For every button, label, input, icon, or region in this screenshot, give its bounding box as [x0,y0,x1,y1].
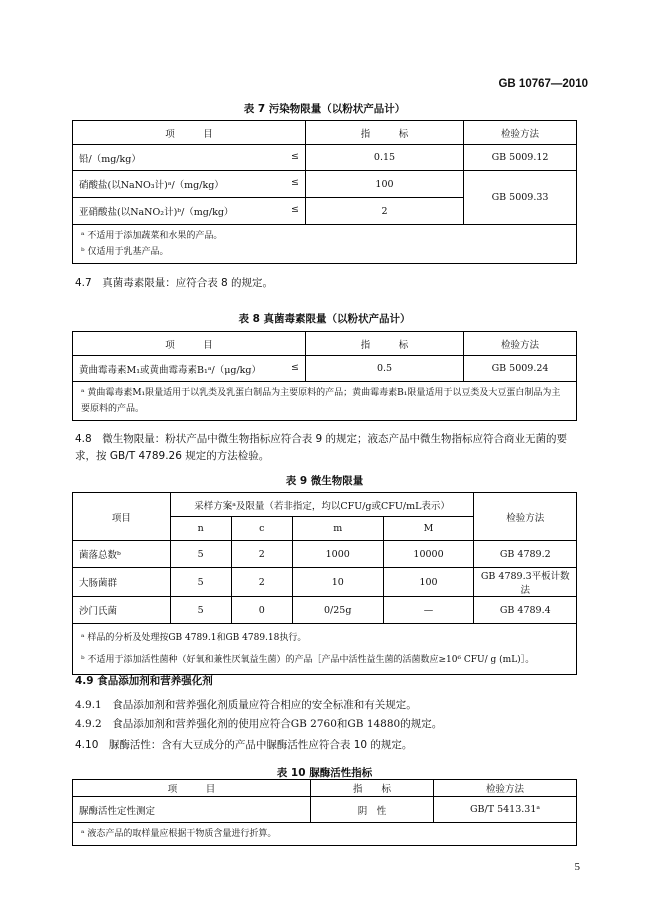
footnote: ᵃ 黄曲霉毒素M₁限量适用于以乳类及乳蛋白制品为主要原料的产品；黄曲霉毒素B₁限量适用于以豆类及大豆蛋白制品为主要原料的产品。 [81,388,561,414]
table8-notes [73,382,577,421]
table-cell-method: GB 5009.33 [464,171,577,225]
table-row [73,171,577,198]
le-sign: ≤ [291,177,299,188]
footnote: ᵃ 液态产品的取样量应根据干物质含量进行折算。 [81,829,277,839]
table-cell-m: 10 [292,568,383,597]
table-cell-method: GB 5009.24 [464,356,577,382]
table-cell-item: 沙门氏菌 [73,597,171,624]
table8-header-item: 项 目 [73,332,306,356]
standard-number: GB 10767—2010 [498,78,588,90]
table7-header-item: 项 目 [73,121,306,145]
page-number: 5 [574,861,580,873]
section-4-8: 4.8 微生物限量：粉状产品中微生物指标应符合表 9 的规定；液态产品中微生物指标应符合商业无菌的要求，按 GB/T 4789.26 规定的方法检验。 [75,433,568,462]
table-cell-c: 0 [231,597,292,624]
table9-header-m: m [292,517,383,541]
section-4-10: 4.10 脲酶活性：含有大豆成分的产品中脲酶活性应符合表 10 的规定。 [75,739,413,751]
table-cell-m: 1000 [292,541,383,568]
table9-notes [73,624,577,675]
table7-caption: 表 7 污染物限量（以粉状产品计） [243,103,406,115]
table9-header-n: n [170,517,231,541]
table10-notes [73,823,577,846]
table10 [72,779,577,846]
table-cell-n: 5 [170,597,231,624]
table9-header-M: M [383,517,474,541]
table9-header-item: 项目 [73,493,171,541]
table-cell-item: 脲酶活性定性测定 [73,797,311,823]
table-row [73,541,577,568]
table8-caption: 表 8 真菌毒素限量（以粉状产品计） [238,313,411,325]
le-sign: ≤ [291,361,299,373]
table-cell-m: 0/25g [292,597,383,624]
table-cell-M: 10000 [383,541,474,568]
table7-header-method: 检验方法 [464,121,577,145]
table-cell-item: 菌落总数ᵇ [73,541,171,568]
footnote: ᵃ 不适用于添加蔬菜和水果的产品。 [81,231,223,241]
section-4-9: 4.9 食品添加剂和营养强化剂 [75,675,213,687]
table-cell-M: — [383,597,474,624]
table7-notes [73,225,577,264]
le-sign: ≤ [291,204,299,215]
table-row [73,797,577,823]
table-cell-item: 黄曲霉毒素M₁或黄曲霉毒素B₁ᵃ/（μg/kg） [79,364,261,376]
table-row [73,145,577,171]
table-cell-method: GB 4789.3平板计数法 [474,568,577,597]
table10-header-method: 检验方法 [434,780,577,797]
footnote: ᵃ 样品的分析及处理按GB 4789.1和GB 4789.18执行。 [81,633,307,643]
table9-header-plan: 采样方案ᵃ及限量（若非指定，均以CFU/g或CFU/mL表示） [170,493,474,517]
table7 [72,120,577,264]
table10-caption: 表 10 脲酶活性指标 [276,767,373,779]
table-cell-method: GB 4789.2 [474,541,577,568]
table9 [72,492,577,675]
table-cell-item: 硝酸盐(以NaNO₃计)ᵃ/（mg/kg） [79,180,224,191]
table8 [72,331,577,421]
table-row [73,356,577,382]
table-cell-n: 5 [170,541,231,568]
table-row [73,568,577,597]
section-4-9-1: 4.9.1 食品添加剂和营养强化剂质量应符合相应的安全标准和有关规定。 [75,699,417,711]
table-cell-value: 0.15 [306,145,464,171]
table-row [73,597,577,624]
table-cell-c: 2 [231,568,292,597]
table7-header-value: 指 标 [306,121,464,145]
table-cell-method: GB 4789.4 [474,597,577,624]
table10-header-item: 项 目 [73,780,311,797]
table-cell-value: 阴 性 [311,797,434,823]
table9-caption: 表 9 微生物限量 [285,475,364,487]
table8-header-method: 检验方法 [464,332,577,356]
table-cell-n: 5 [170,568,231,597]
table-cell-method: GB 5009.12 [464,145,577,171]
table-cell-item: 亚硝酸盐(以NaNO₂计)ᵇ/（mg/kg） [79,207,234,218]
table9-header-c: c [231,517,292,541]
table9-header-method: 检验方法 [474,493,577,541]
table-cell-item: 铅/（mg/kg） [79,153,141,165]
le-sign: ≤ [291,150,299,162]
table-cell-M: 100 [383,568,474,597]
section-4-9-2: 4.9.2 食品添加剂和营养强化剂的使用应符合GB 2760和GB 14880的规定。 [75,718,443,730]
table-cell-value: 0.5 [306,356,464,382]
table-cell-value: 100 [306,171,464,198]
section-4-7: 4.7 真菌毒素限量：应符合表 8 的规定。 [75,277,274,289]
table-cell-value: 2 [306,198,464,225]
table-cell-item: 大肠菌群 [73,568,171,597]
table10-header-value: 指 标 [311,780,434,797]
table-cell-method: GB/T 5413.31ᵃ [434,797,577,823]
table8-header-value: 指 标 [306,332,464,356]
footnote: ᵇ 不适用于添加活性菌种（好氧和兼性厌氧益生菌）的产品［产品中活性益生菌的活菌数应≥10⁶ CFU/ g (mL)］。 [81,655,535,665]
table-cell-c: 2 [231,541,292,568]
footnote: ᵇ 仅适用于乳基产品。 [81,247,169,257]
